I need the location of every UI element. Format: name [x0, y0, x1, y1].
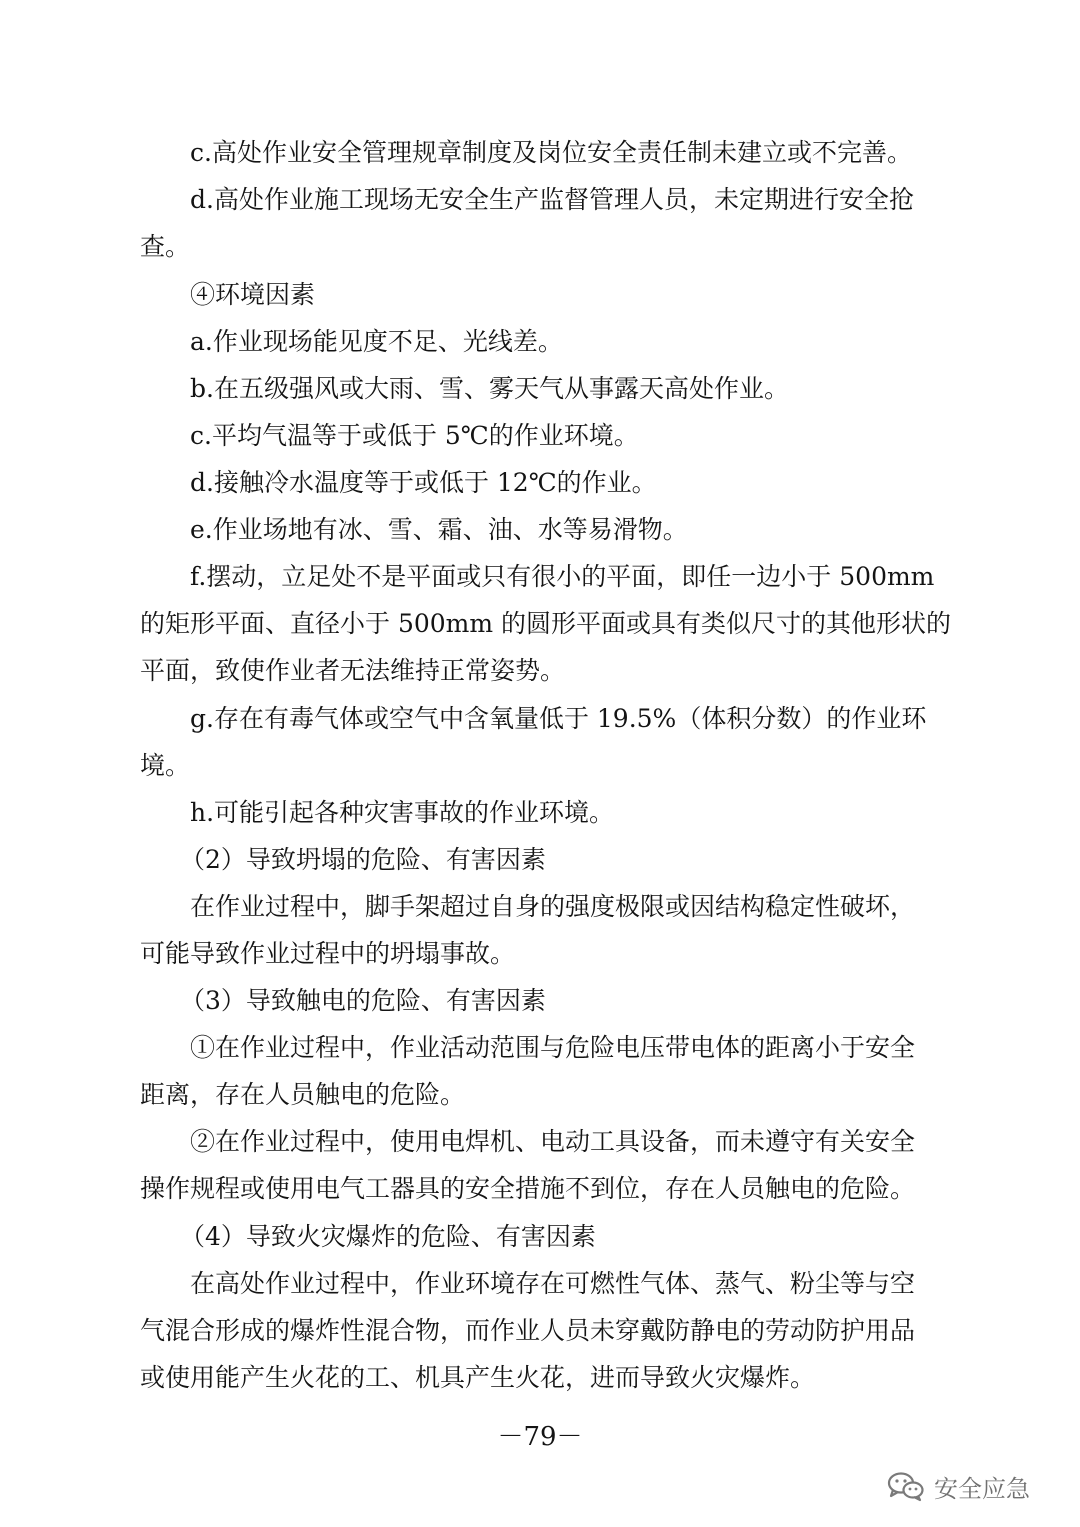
text-line: 查。: [140, 232, 191, 261]
text-line: 操作规程或使用电气工器具的安全措施不到位，存在人员触电的危险。: [140, 1174, 916, 1203]
text-line: b.在五级强风或大雨、雪、雾天气从事露天高处作业。: [190, 374, 789, 403]
text-line: a.作业现场能见度不足、光线差。: [190, 327, 563, 356]
text-line: c.平均气温等于或低于 5℃的作业环境。: [190, 421, 639, 450]
text-line: 境。: [140, 751, 191, 780]
text-line: 平面，致使作业者无法维持正常姿势。: [140, 656, 566, 685]
text-line: 可能导致作业过程中的坍塌事故。: [140, 939, 516, 968]
text-line: g.存在有毒气体或空气中含氧量低于 19.5%（体积分数）的作业环: [190, 704, 927, 733]
text-line: d.高处作业施工现场无安全生产监督管理人员，未定期进行安全抢: [190, 185, 914, 214]
text-line: 的矩形平面、直径小于 500mm 的圆形平面或具有类似尺寸的其他形状的: [140, 609, 952, 638]
section-heading: ④环境因素: [190, 280, 316, 309]
text-line: 气混合形成的爆炸性混合物，而作业人员未穿戴防静电的劳动防护用品: [140, 1316, 916, 1345]
watermark-text: 安全应急: [934, 1474, 1030, 1503]
section-heading: （2）导致坍塌的危险、有害因素: [180, 845, 546, 874]
text-line: ②在作业过程中，使用电焊机、电动工具设备，而未遵守有关安全: [190, 1127, 916, 1156]
text-line: c.高处作业安全管理规章制度及岗位安全责任制未建立或不完善。: [190, 138, 912, 167]
watermark: [886, 1466, 1030, 1506]
text-line: 距离，存在人员触电的危险。: [140, 1080, 466, 1109]
text-line: 在作业过程中，脚手架超过自身的强度极限或因结构稳定性破坏，: [190, 892, 916, 921]
text-line: 在高处作业过程中，作业环境存在可燃性气体、蒸气、粉尘等与空: [190, 1269, 916, 1298]
text-line: h.可能引起各种灾害事故的作业环境。: [190, 798, 615, 827]
text-line: f.摆动，立足处不是平面或只有很小的平面，即任一边小于 500mm: [190, 562, 935, 591]
wechat-icon: [886, 1470, 926, 1502]
text-line: e.作业场地有冰、雪、霜、油、水等易滑物。: [190, 515, 688, 544]
text-line: ①在作业过程中，作业活动范围与危险电压带电体的距离小于安全: [190, 1033, 916, 1062]
page-number: －79－: [497, 1422, 583, 1452]
text-line: d.接触冷水温度等于或低于 12℃的作业。: [190, 468, 657, 497]
section-heading: （3）导致触电的危险、有害因素: [180, 986, 546, 1015]
section-heading: （4）导致火灾爆炸的危险、有害因素: [180, 1222, 596, 1251]
text-line: 或使用能产生火花的工、机具产生火花，进而导致火灾爆炸。: [140, 1363, 816, 1392]
